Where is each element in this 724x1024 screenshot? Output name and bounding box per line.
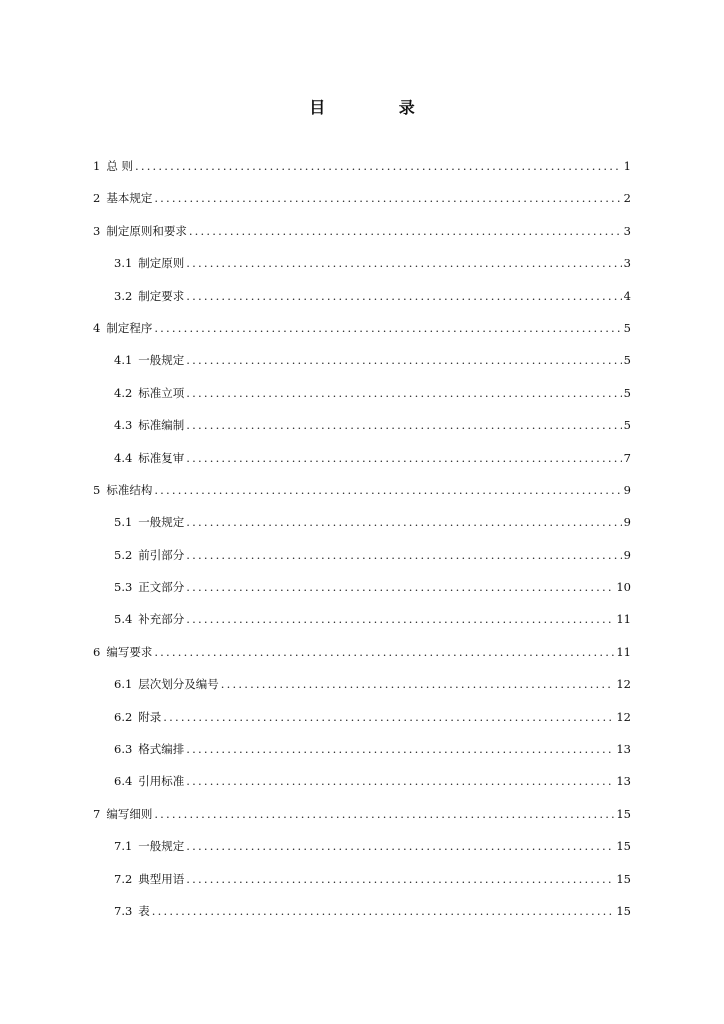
toc-leader-dots bbox=[186, 415, 621, 435]
toc-entry-number: 5.2 bbox=[114, 547, 133, 562]
toc-entry-page-number: 5 bbox=[623, 353, 631, 368]
toc-leader-dots bbox=[186, 739, 614, 759]
toc-entry-page-number: 5 bbox=[623, 320, 631, 335]
toc-entry-number: 1 bbox=[93, 159, 101, 173]
toc-entry-number: 3.2 bbox=[114, 288, 133, 303]
toc-entry-text: 表 bbox=[138, 903, 150, 918]
toc-entry[interactable] bbox=[93, 383, 631, 415]
toc-leader-dots bbox=[154, 318, 621, 338]
toc-entry-number: 4 bbox=[93, 320, 101, 335]
toc-entry-number: 6.2 bbox=[114, 709, 133, 724]
toc-entry-text: 引用标准 bbox=[138, 774, 185, 789]
toc-entry-label bbox=[114, 512, 184, 532]
toc-entry-page-number: 15 bbox=[616, 839, 631, 854]
toc-entry-text: 制定要求 bbox=[138, 288, 185, 303]
toc-entry-label bbox=[114, 350, 184, 370]
toc-entry-page-number: 11 bbox=[616, 644, 631, 659]
toc-entry-number: 7.3 bbox=[114, 903, 133, 918]
toc-entry-label bbox=[93, 221, 187, 241]
toc-entry-page-number: 3 bbox=[623, 223, 631, 238]
toc-entry[interactable] bbox=[93, 188, 631, 220]
toc-entry[interactable] bbox=[93, 707, 631, 739]
toc-entry-page-number: 13 bbox=[616, 742, 631, 757]
toc-entry-page-number: 10 bbox=[616, 580, 631, 595]
toc-entry[interactable] bbox=[93, 804, 631, 836]
toc-entry-number: 4.3 bbox=[114, 418, 133, 433]
toc-entry-page-number: 5 bbox=[623, 385, 631, 400]
toc-entry[interactable] bbox=[93, 253, 631, 285]
toc-leader-dots bbox=[154, 480, 621, 500]
toc-entry-label bbox=[114, 545, 184, 565]
toc-entry-label bbox=[93, 318, 152, 338]
toc-leader-dots bbox=[186, 545, 621, 565]
toc-entry-label bbox=[114, 707, 161, 727]
toc-entry-label bbox=[114, 577, 184, 597]
toc-leader-dots bbox=[154, 188, 621, 208]
toc-entry-number: 6 bbox=[93, 644, 101, 659]
toc-entry-text: 总 则 bbox=[106, 159, 133, 173]
toc-entry-page-number: 9 bbox=[623, 515, 631, 530]
toc-entry-label bbox=[114, 869, 184, 889]
toc-leader-dots bbox=[189, 221, 622, 241]
toc-leader-dots bbox=[186, 609, 614, 629]
toc-entry-number: 4.2 bbox=[114, 385, 133, 400]
toc-leader-dots bbox=[186, 253, 621, 273]
toc-leader-dots bbox=[186, 286, 621, 306]
toc-entry[interactable] bbox=[93, 512, 631, 544]
toc-entry[interactable] bbox=[93, 739, 631, 771]
toc-entry-number: 6.4 bbox=[114, 774, 133, 789]
toc-entry-label bbox=[114, 901, 150, 921]
toc-entry-text: 编写细则 bbox=[106, 806, 153, 821]
toc-entry[interactable] bbox=[93, 771, 631, 803]
toc-entry-label bbox=[114, 771, 184, 791]
toc-entry-text: 典型用语 bbox=[138, 871, 185, 886]
toc-leader-dots bbox=[186, 383, 621, 403]
toc-leader-dots bbox=[154, 642, 614, 662]
toc-entry-text: 标准立项 bbox=[138, 385, 185, 400]
toc-entry-label bbox=[114, 383, 184, 403]
toc-entry-page-number: 2 bbox=[623, 191, 631, 206]
toc-list bbox=[93, 156, 631, 933]
toc-leader-dots bbox=[186, 350, 621, 370]
toc-entry-label bbox=[114, 286, 184, 306]
toc-entry-label bbox=[93, 188, 152, 208]
toc-entry-text: 格式编排 bbox=[138, 742, 185, 757]
toc-entry-text: 一般规定 bbox=[138, 353, 185, 368]
toc-entry-page-number: 1 bbox=[623, 159, 631, 173]
toc-entry-page-number: 11 bbox=[616, 612, 631, 627]
toc-entry[interactable] bbox=[93, 674, 631, 706]
toc-leader-dots bbox=[154, 804, 614, 824]
toc-entry-number: 2 bbox=[93, 191, 101, 206]
toc-entry-text: 前引部分 bbox=[138, 547, 185, 562]
toc-entry-text: 一般规定 bbox=[138, 839, 185, 854]
toc-entry-number: 6.3 bbox=[114, 742, 133, 757]
toc-entry-text: 正文部分 bbox=[138, 580, 185, 595]
toc-leader-dots bbox=[135, 156, 622, 176]
toc-entry-text: 标准复审 bbox=[138, 450, 185, 465]
toc-entry-text: 制定原则和要求 bbox=[106, 223, 187, 238]
toc-entry-text: 附录 bbox=[138, 709, 162, 724]
toc-entry-text: 制定原则 bbox=[138, 256, 185, 271]
toc-entry-page-number: 15 bbox=[616, 871, 631, 886]
toc-entry-page-number: 5 bbox=[623, 418, 631, 433]
toc-entry-page-number: 13 bbox=[616, 774, 631, 789]
toc-entry-label bbox=[114, 674, 219, 694]
toc-leader-dots bbox=[186, 869, 614, 889]
toc-entry-number: 5 bbox=[93, 482, 101, 497]
toc-leader-dots bbox=[186, 771, 614, 791]
toc-entry-page-number: 4 bbox=[623, 288, 631, 303]
toc-entry[interactable] bbox=[93, 318, 631, 350]
toc-entry-label bbox=[93, 480, 152, 500]
toc-entry-text: 一般规定 bbox=[138, 515, 185, 530]
toc-leader-dots bbox=[163, 707, 614, 727]
toc-entry[interactable] bbox=[93, 836, 631, 868]
toc-entry-number: 5.3 bbox=[114, 580, 133, 595]
toc-entry-label bbox=[114, 448, 184, 468]
toc-entry-label bbox=[114, 609, 184, 629]
toc-leader-dots bbox=[186, 448, 621, 468]
toc-entry[interactable] bbox=[93, 448, 631, 480]
toc-entry-text: 标准编制 bbox=[138, 418, 185, 433]
toc-entry[interactable] bbox=[93, 415, 631, 447]
toc-entry[interactable] bbox=[93, 545, 631, 577]
toc-entry-number: 7.2 bbox=[114, 871, 133, 886]
toc-entry[interactable] bbox=[93, 577, 631, 609]
toc-entry[interactable] bbox=[93, 350, 631, 382]
toc-entry-text: 制定程序 bbox=[106, 320, 153, 335]
toc-entry[interactable] bbox=[93, 480, 631, 512]
toc-entry-page-number: 7 bbox=[623, 450, 631, 465]
toc-entry-page-number: 3 bbox=[623, 256, 631, 271]
toc-entry[interactable] bbox=[93, 286, 631, 318]
toc-leader-dots bbox=[186, 836, 614, 856]
toc-entry-label bbox=[114, 253, 184, 273]
toc-entry[interactable] bbox=[93, 221, 631, 253]
toc-entry[interactable] bbox=[93, 901, 631, 933]
toc-entry-page-number: 12 bbox=[616, 709, 631, 724]
toc-entry-label bbox=[114, 739, 184, 759]
toc-entry-number: 4.4 bbox=[114, 450, 133, 465]
toc-entry-number: 4.1 bbox=[114, 353, 133, 368]
toc-title: 目 录 bbox=[309, 98, 449, 117]
toc-leader-dots bbox=[221, 674, 615, 694]
toc-entry-text: 标准结构 bbox=[106, 482, 153, 497]
toc-leader-dots bbox=[186, 512, 621, 532]
toc-entry-number: 7 bbox=[93, 806, 101, 821]
toc-entry[interactable] bbox=[93, 156, 631, 188]
toc-entry-number: 3 bbox=[93, 223, 101, 238]
toc-entry-text: 补充部分 bbox=[138, 612, 185, 627]
toc-entry-label bbox=[93, 642, 152, 662]
toc-leader-dots bbox=[186, 577, 614, 597]
toc-entry-number: 6.1 bbox=[114, 677, 133, 692]
toc-entry-number: 3.1 bbox=[114, 256, 133, 271]
toc-entry-number: 5.4 bbox=[114, 612, 133, 627]
toc-entry[interactable] bbox=[93, 642, 631, 674]
toc-entry-text: 层次划分及编号 bbox=[138, 677, 219, 692]
toc-entry-text: 基本规定 bbox=[106, 191, 153, 206]
toc-entry-page-number: 12 bbox=[616, 677, 631, 692]
toc-entry-label bbox=[114, 836, 184, 856]
toc-entry-number: 7.1 bbox=[114, 839, 133, 854]
toc-entry-page-number: 15 bbox=[616, 903, 631, 918]
toc-entry-number: 5.1 bbox=[114, 515, 133, 530]
toc-entry-label bbox=[114, 415, 184, 435]
toc-leader-dots bbox=[152, 901, 615, 921]
toc-entry-label bbox=[93, 156, 133, 176]
toc-entry-text: 编写要求 bbox=[106, 644, 153, 659]
toc-entry[interactable] bbox=[93, 609, 631, 641]
toc-entry[interactable] bbox=[93, 869, 631, 901]
toc-entry-page-number: 15 bbox=[616, 806, 631, 821]
toc-entry-label bbox=[93, 804, 152, 824]
toc-entry-page-number: 9 bbox=[623, 482, 631, 497]
toc-entry-page-number: 9 bbox=[623, 547, 631, 562]
